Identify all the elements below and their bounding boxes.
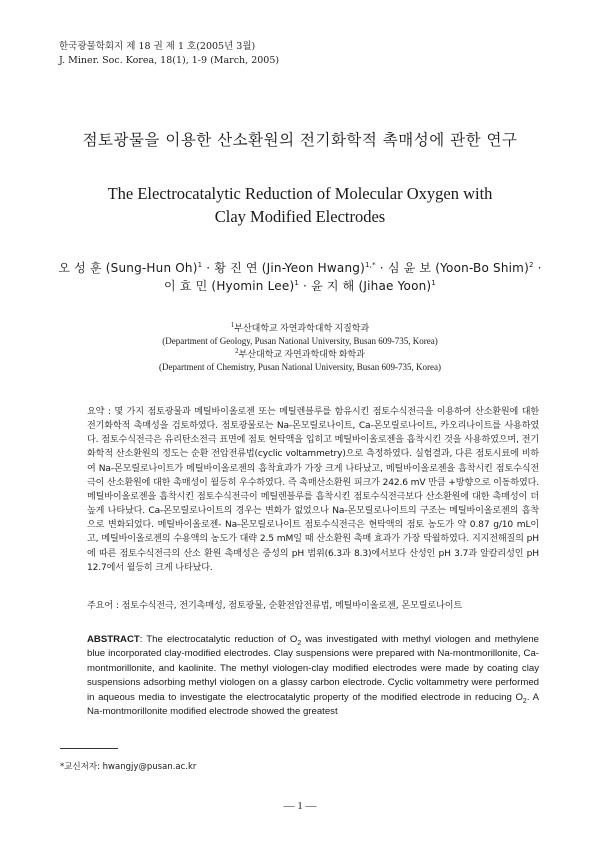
affiliation-text: 부산대학교 자연과학대학 지질학과 — [234, 323, 370, 333]
abstract-text: . A Na-montmorillonite modified electrode showed the greatest — [87, 691, 539, 718]
abstract-text: : The electrocatalytic reduction of O — [139, 634, 298, 645]
affiliations — [100, 322, 500, 374]
subscript: 2 — [297, 639, 302, 647]
title-english — [60, 182, 540, 228]
author-name: 심 윤 보 (Yoon-Bo Shim) — [387, 261, 529, 275]
author-sup: 1 — [197, 261, 203, 269]
author-separator: · — [299, 279, 312, 293]
author-name: 오 성 훈 (Sung-Hun Oh) — [58, 261, 198, 275]
abstract-korean: 요약 : 몇 가지 점토광물과 메틸바이올로젠 또는 메틸렌블루를 함유시킨 점토수식전극을 이용하여 산소환원에 대한 전기화학적 촉매성을 검토하였다. 점토광물로는 Na-몬모릴로나이트, Ca-몬모릴로나이트, 카오리나이트를 사용하였다. 점토수식전극은 유리탄소전극 표면에 점토 현탁액을 입히고 메틸바이올로젠을 흡착시킨 것을 사용하였으며, 전기화학적 산소환원의 정도는 순환 전압전류법(cyclic voltammetry)으로 측정하였다. 실험결과, 다른 점토시료에 비하여 Na-몬모릴로나이트가 메틸바이올로젠의 흡착효과가 가장 크게 나타났고, 메틸바이올로젠을 흡착시킨 점토수식전극이 산소환원에 대한 촉매성이 월등히 우수하였다. 즉 촉매산소환원 피크가 242.6 mV 만큼 +방향으로 이동하였다. 메틸바이올로젠을 흡착시킨 점토수식전극이 메틸렌블루를 흡착시킨 점토수식전극보다 산소환원에 대한 촉매성이 더 높게 나타났다. Ca-몬모릴로나이트의 경우는 변화가 없었으나 Na-몬모릴로나이트의 구조는 메틸바이올로젠의 흡착으로 변화되었다. 메틸바이올로젠- Na-몬모릴로나이트 점토수식전극은 현탁액의 점토 농도가 약 0.87 g/10 mL이고, 메틸바이올로젠의 수용액의 농도가 대략 2.5 mM일 때 산소환원 촉매 효과가 가장 탁월하였다. 지지전해질의 pH에 따른 점토수식전극의 산소 환원 촉매성은 중성의 pH 범위(6.3과 8.3)에서보다 산성인 pH 3.7과 알칼리성인 pH 12.7에서 월등히 크게 나타났다. — [87, 407, 539, 573]
affiliation-2-en: (Department of Chemistry, Pusan National University, Busan 609-735, Korea) — [158, 362, 442, 372]
affiliation-1-en: (Department of Geology, Pusan National University, Busan 609-735, Korea) — [162, 336, 438, 346]
affiliation-sup: 1 — [230, 321, 235, 329]
affiliation-sup: 2 — [235, 347, 239, 355]
author-list — [40, 259, 560, 295]
journal-line-en: J. Miner. Soc. Korea, 18(1), 1-9 (March, 2005) — [59, 55, 280, 66]
author-line-1 — [40, 259, 560, 277]
author-name: 황 진 연 (Jin-Yeon Hwang) — [214, 261, 365, 275]
journal-citation — [59, 40, 279, 68]
author-sup: 2 — [528, 261, 534, 269]
affiliation-1-kr — [100, 322, 500, 335]
keywords-korean: 주요어 : 점토수식전극, 전기촉매성, 점토광물, 순환전압전류법, 메틸바이올로젠, 몬모릴로나이트 — [87, 601, 463, 611]
affiliation-2-kr — [100, 348, 500, 361]
author-sup: 1,* — [364, 261, 376, 269]
footnote-rule — [60, 748, 118, 749]
footnote-corresponding-author: *교신저자: hwangjy@pusan.ac.kr — [60, 762, 197, 772]
title-english-line2: Clay Modified Electrodes — [214, 207, 386, 226]
author-separator: · — [533, 261, 542, 275]
page-number: — 1 — — [283, 800, 317, 812]
author-name: 윤 지 해 (Jihae Yoon) — [311, 279, 432, 293]
title-english-line1: The Electrocatalytic Reduction of Molecular Oxygen with — [107, 184, 493, 203]
abstract-english — [87, 633, 539, 719]
journal-line-kr: 한국광물학회지 제 18 권 제 1 호(2005년 3월) — [59, 41, 256, 52]
abstract-text: was investigated with methyl viologen and methylene blue incorporated clay-modified electrodes. Clay suspensions were prepared with Na-montmorillonite, Ca-montmorillonite, and kaolinite. The methyl viologen-clay modified electrodes were made by coating clay suspensions adsorbing methyl viologen on a glassy carbon electrode. Cyclic voltammetry were performed in aqueous media to investigate the electrocatalytic property of the modified electrode in reducing O — [87, 634, 539, 703]
author-name: 이 효 민 (Hyomin Lee) — [164, 279, 295, 293]
subscript: 2 — [522, 697, 527, 705]
affiliation-text: 부산대학교 자연과학대학 화학과 — [238, 349, 365, 359]
author-sup: 1 — [431, 279, 436, 287]
abstract-label: ABSTRACT — [87, 634, 140, 645]
author-line-2 — [40, 277, 560, 295]
title-korean: 점토광물을 이용한 산소환원의 전기화학적 촉매성에 관한 연구 — [82, 131, 518, 149]
author-sup: 1 — [294, 279, 300, 287]
author-separator: · — [375, 261, 388, 275]
author-separator: · — [202, 261, 215, 275]
